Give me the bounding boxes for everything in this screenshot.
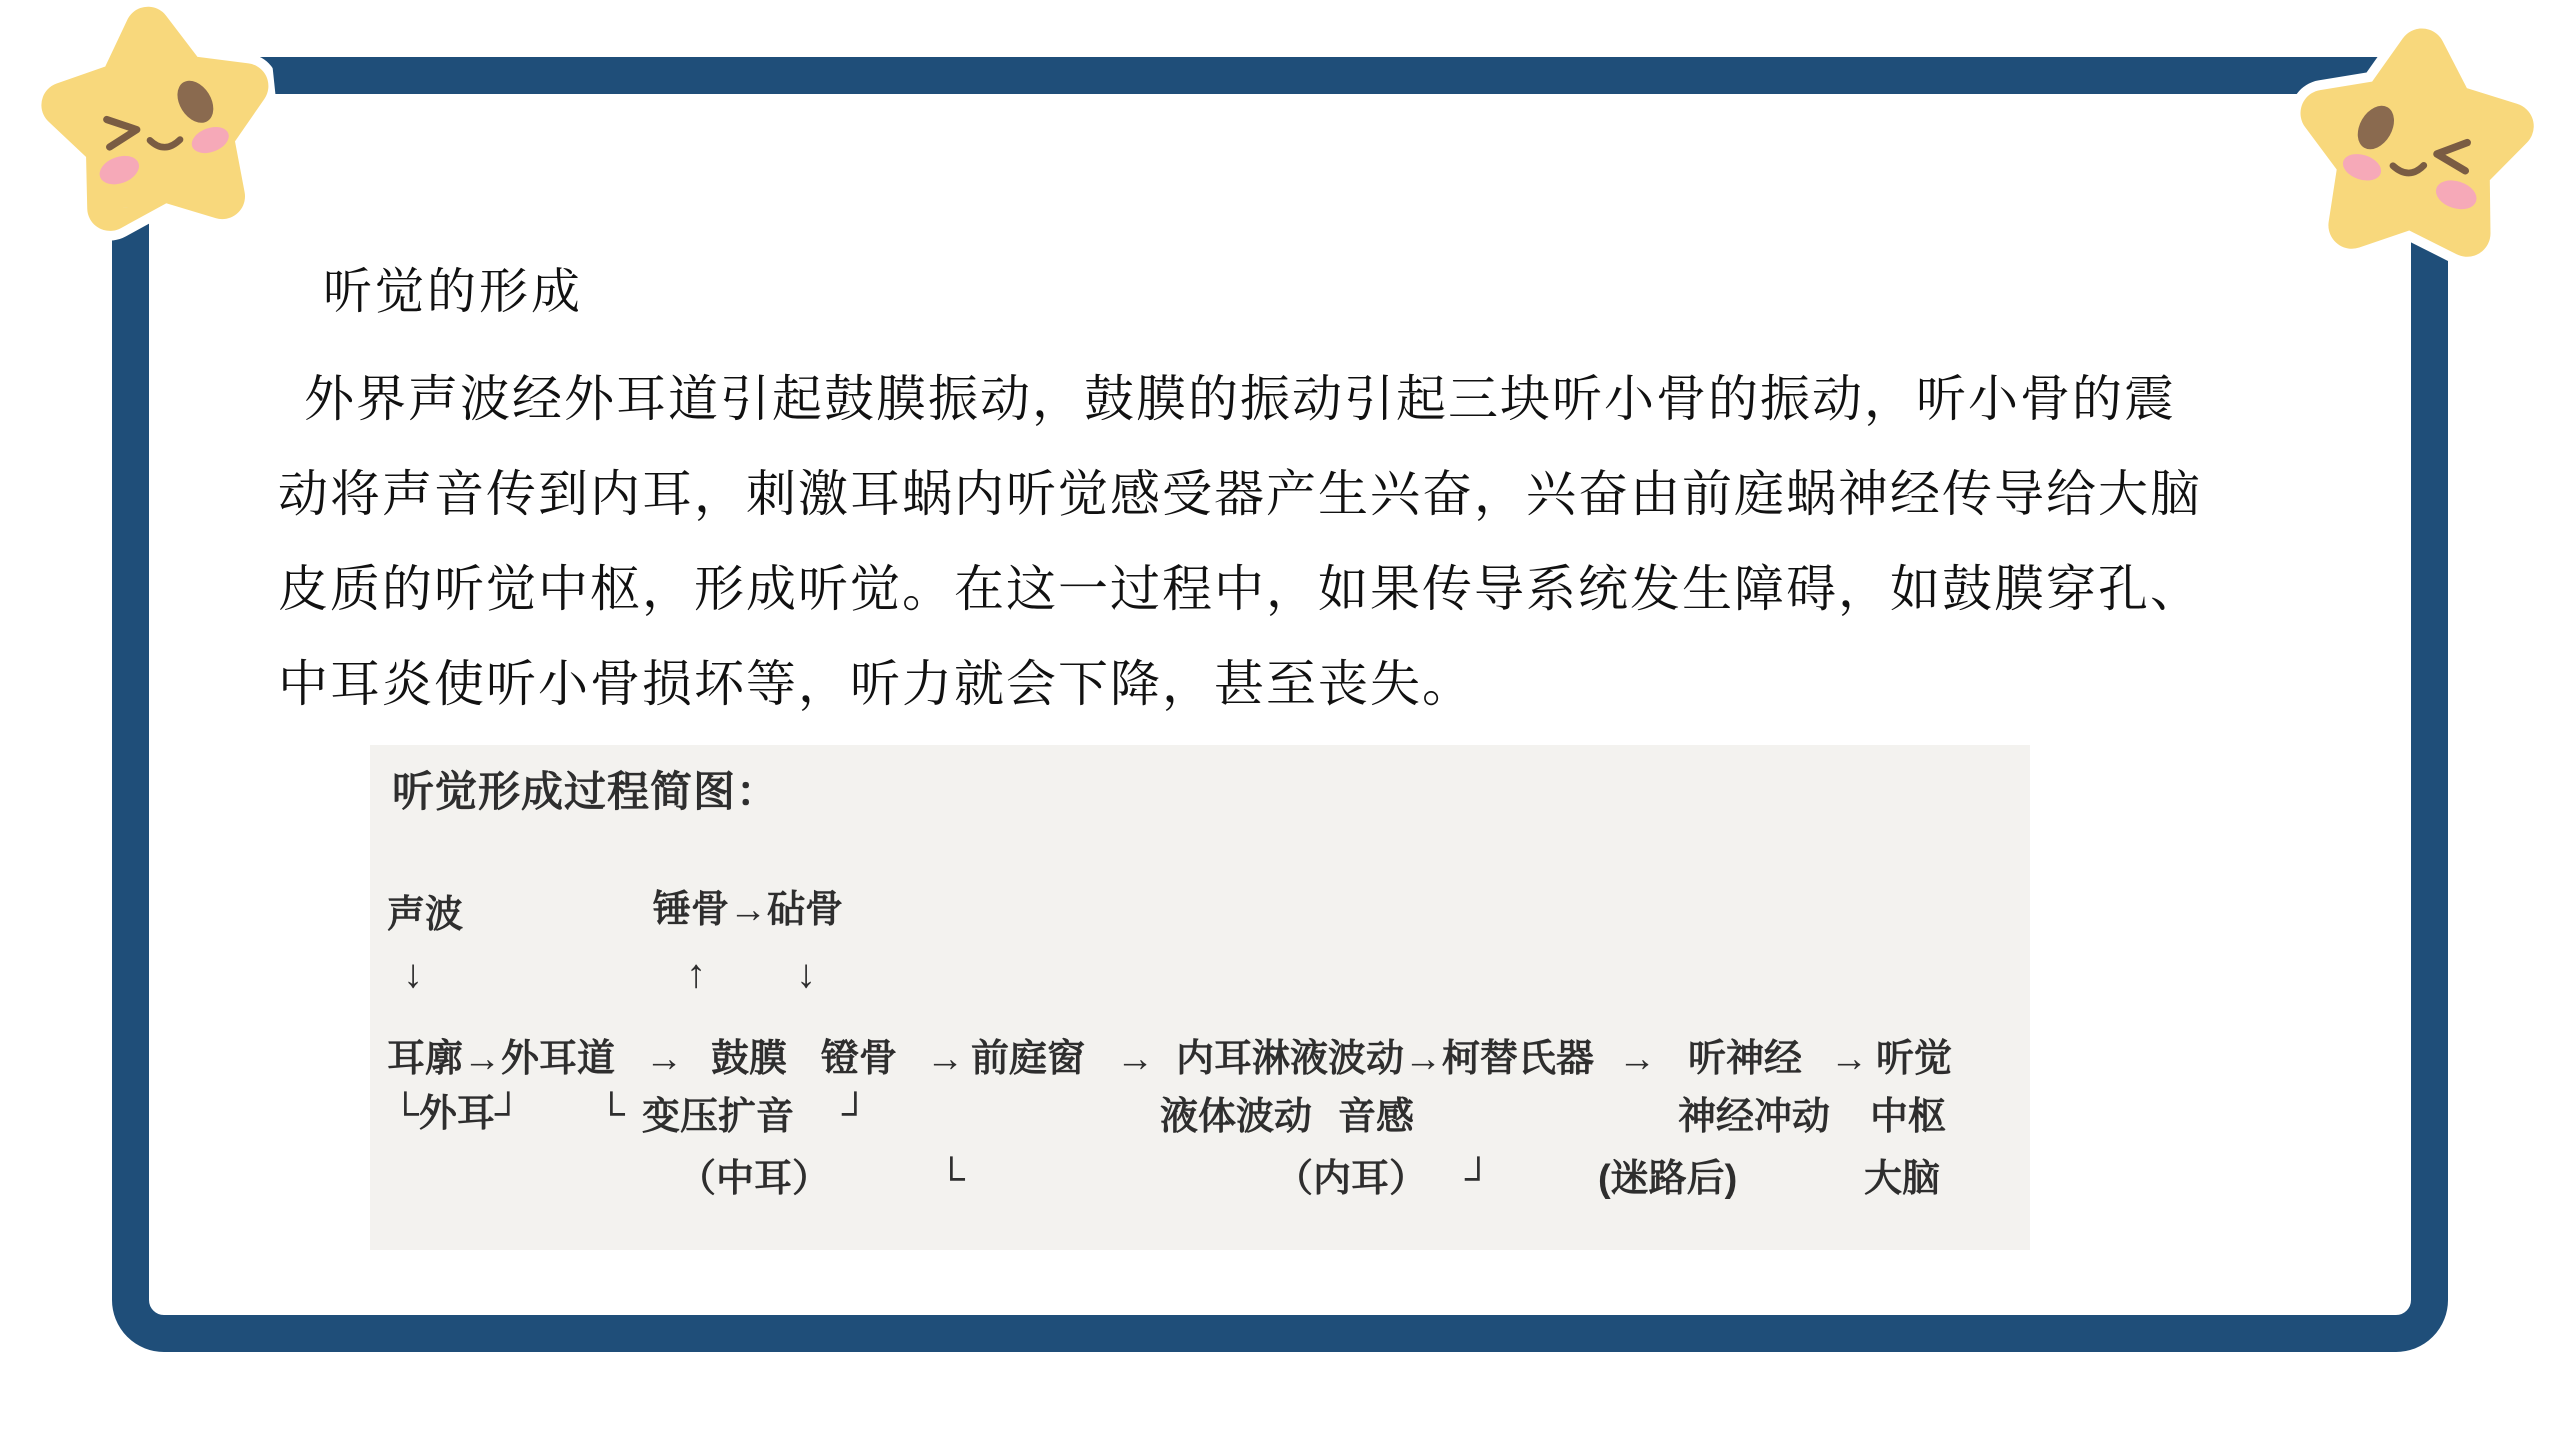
paragraph-line: 中耳炎使听小骨损坏等，听力就会下降，甚至丧失。 [278,656,1474,712]
diagram-title: 听觉形成过程简图： [392,768,780,815]
hearing-process-diagram [370,745,2030,1250]
diagram-nerve-impulse: 神经冲动 [1678,1096,1831,1138]
diagram-arrow-down-incus: ↓ [796,952,816,996]
paragraph-line: 动将声音传到内耳，刺激耳蜗内听觉感受器产生兴奋，兴奋由前庭蜗神经传导给大脑 [278,466,2202,522]
diagram-lymph-corti: 内耳淋液波动→柯替氏器 [1176,1038,1595,1080]
diagram-malleus-incus: 锤骨→砧骨 [653,889,844,931]
diagram-arrow-right: → [1116,1038,1154,1080]
diagram-auditory-nerve: 听神经 [1688,1038,1803,1080]
diagram-fluid-wave: 液体波动 [1160,1096,1313,1138]
star-decoration-right [2283,14,2546,287]
star-body [57,20,257,212]
diagram-center-label: 中枢 [1870,1096,1947,1138]
diagram-arrow-right: → [1830,1038,1868,1080]
diagram-stapes: 镫骨 [821,1038,898,1080]
diagram-pinna-canal: 耳廓→外耳道 [387,1038,616,1080]
diagram-sound-sense: 音感 [1338,1096,1415,1138]
diagram-bracket-right: ┘ [842,1093,869,1135]
diagram-bracket-left: └ [938,1158,965,1200]
body-paragraph [278,352,2338,732]
page-title: 听觉的形成 [323,265,584,319]
diagram-bracket-left: └ [598,1093,625,1135]
diagram-outer-ear-label: └外耳┘ [392,1093,522,1135]
diagram-arrow-right: → [1618,1038,1656,1080]
diagram-hearing: 听觉 [1876,1038,1953,1080]
diagram-middle-ear-label: （中耳） [678,1158,831,1200]
diagram-brain-label: 大脑 [1864,1158,1941,1200]
diagram-after-labyrinth: (迷路后) [1598,1158,1738,1200]
diagram-arrow-up-malleus: ↑ [686,952,706,996]
diagram-amplify-label: 变压扩音 [642,1096,795,1138]
diagram-bracket-right: ┘ [1465,1158,1492,1200]
diagram-sound-wave: 声波 [387,894,464,936]
diagram-arrow-down-soundwave: ↓ [403,952,423,996]
diagram-arrow-right: → [926,1038,964,1080]
diagram-arrow-right: → [645,1038,683,1080]
diagram-eardrum: 鼓膜 [711,1038,788,1080]
paragraph-line: 皮质的听觉中枢，形成听觉。在这一过程中，如果传导系统发生障碍，如鼓膜穿孔、 [278,561,2202,617]
star-body [2316,45,2515,236]
star-decoration-left [26,0,291,262]
diagram-oval-window: 前庭窗 [971,1038,1086,1080]
diagram-inner-ear-label: （内耳） [1275,1158,1428,1200]
paragraph-line: 外界声波经外耳道引起鼓膜振动，鼓膜的振动引起三块听小骨的振动，听小骨的震 [304,371,2176,427]
